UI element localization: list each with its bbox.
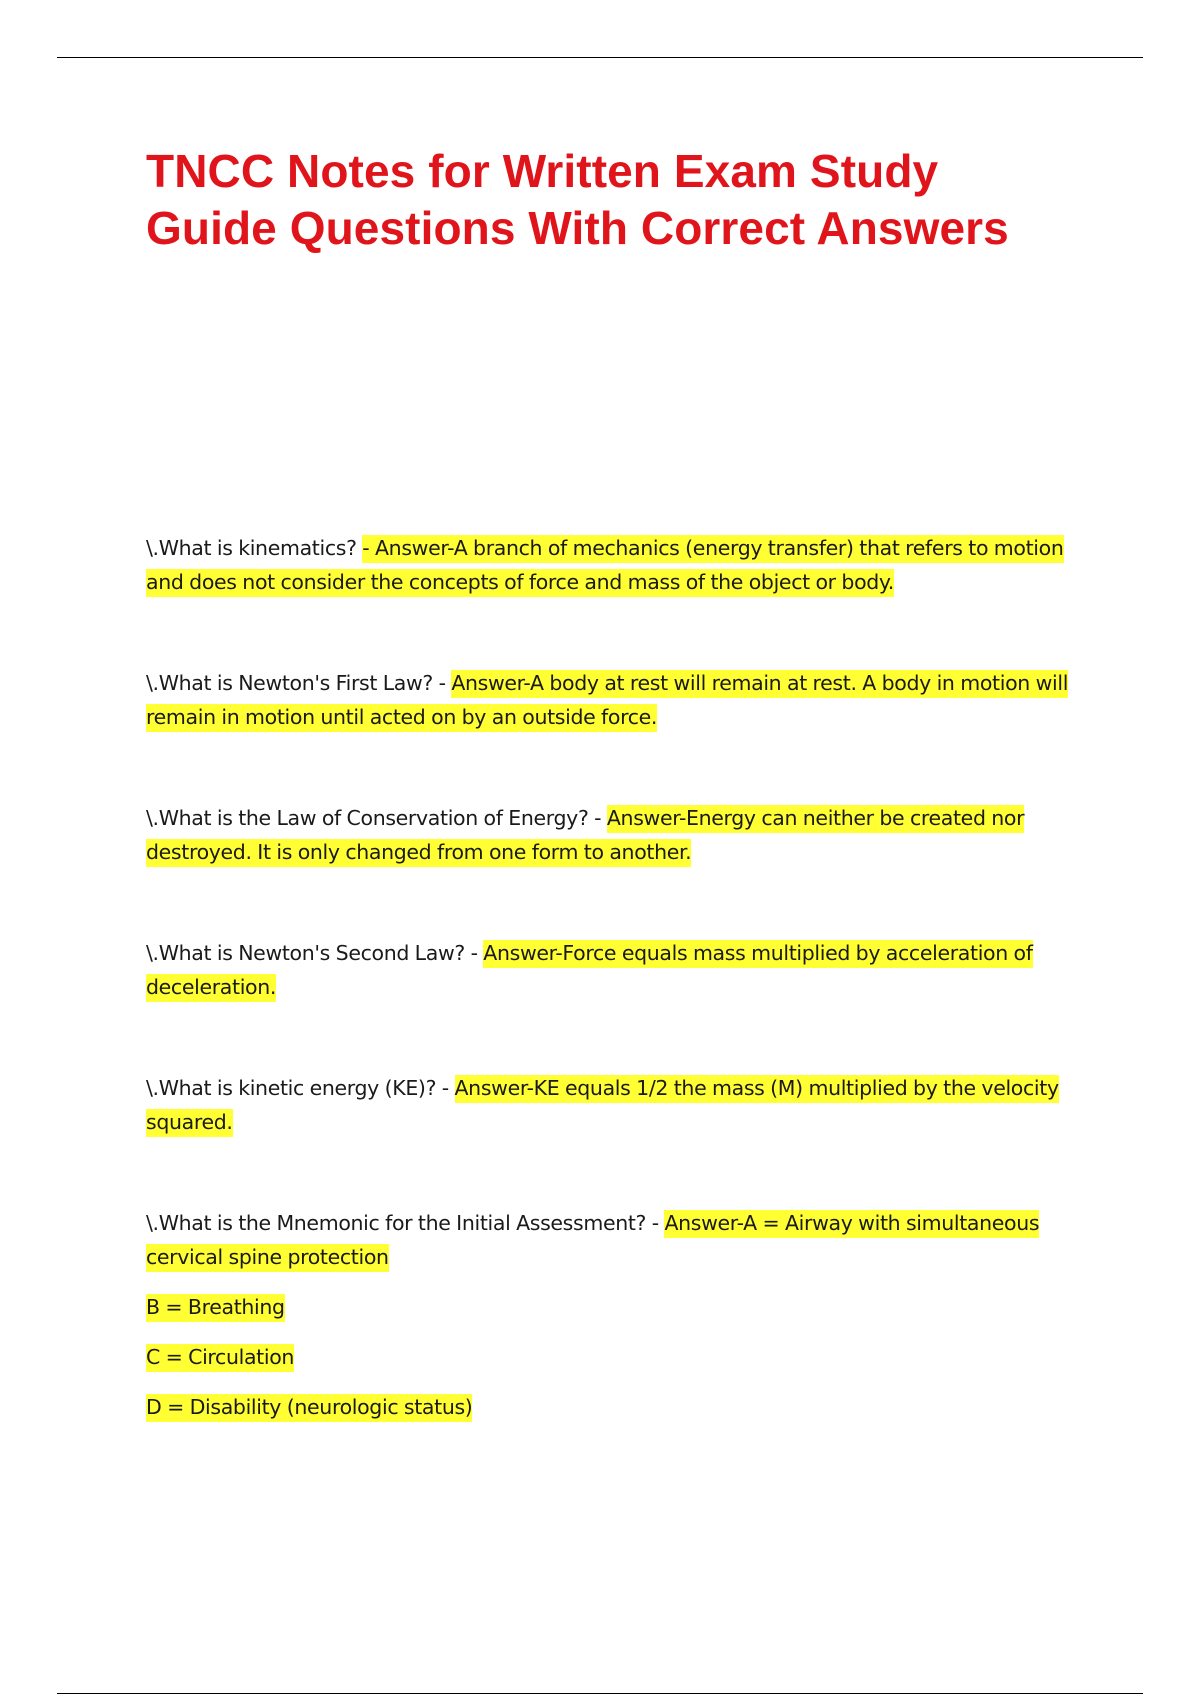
- mnemonic-text: C = Circulation: [146, 1344, 294, 1372]
- qa-item: [146, 1071, 1076, 1139]
- answer-text: Answer-Force equals mass multiplied by acceleration of deceleration.: [146, 940, 1033, 1002]
- answer-text: Answer-Energy can neither be created nor destroyed. It is only changed from one form to another.: [146, 805, 1024, 867]
- document-title: TNCC Notes for Written Exam Study Guide Questions With Correct Answers: [146, 145, 1009, 254]
- qa-item: [146, 936, 1076, 1004]
- bottom-rule: [57, 1693, 1143, 1694]
- question-text: \.What is kinetic energy (KE)?: [146, 1076, 437, 1100]
- mnemonic-text: D = Disability (neurologic status): [146, 1394, 472, 1422]
- question-text: \.What is the Mnemonic for the Initial Assessment?: [146, 1211, 647, 1235]
- separator: -: [464, 941, 484, 965]
- question-text: \.What is the Law of Conservation of Energy?: [146, 806, 589, 830]
- answer-text: Answer-A body at rest will remain at rest. A body in motion will remain in motion until acted on by an outside force.: [146, 670, 1068, 732]
- separator: -: [588, 806, 607, 830]
- separator: -: [646, 1211, 665, 1235]
- question-text: \.What is Newton's First Law?: [146, 671, 433, 695]
- qa-item: [146, 1206, 1076, 1274]
- separator: -: [432, 671, 452, 695]
- qa-item: [146, 666, 1076, 734]
- mnemonic-item: [146, 1390, 1076, 1424]
- question-text: \.What is kinematics?: [146, 536, 357, 560]
- qa-item: [146, 801, 1076, 869]
- mnemonic-item: [146, 1290, 1076, 1324]
- answer-text: Answer-KE equals 1/2 the mass (M) multiplied by the velocity squared.: [146, 1075, 1059, 1137]
- mnemonic-text: B = Breathing: [146, 1294, 285, 1322]
- question-text: \.What is Newton's Second Law?: [146, 941, 465, 965]
- qa-list: [146, 531, 1076, 1440]
- mnemonic-item: [146, 1340, 1076, 1374]
- answer-text: Answer-A = Airway with simultaneous cervical spine protection: [146, 1210, 1039, 1272]
- qa-item: [146, 531, 1076, 599]
- separator: -: [436, 1076, 455, 1100]
- answer-text: - Answer-A branch of mechanics (energy transfer) that refers to motion and does not consider the concepts of force and mass of the object or body.: [146, 535, 1064, 597]
- top-rule: [57, 57, 1143, 58]
